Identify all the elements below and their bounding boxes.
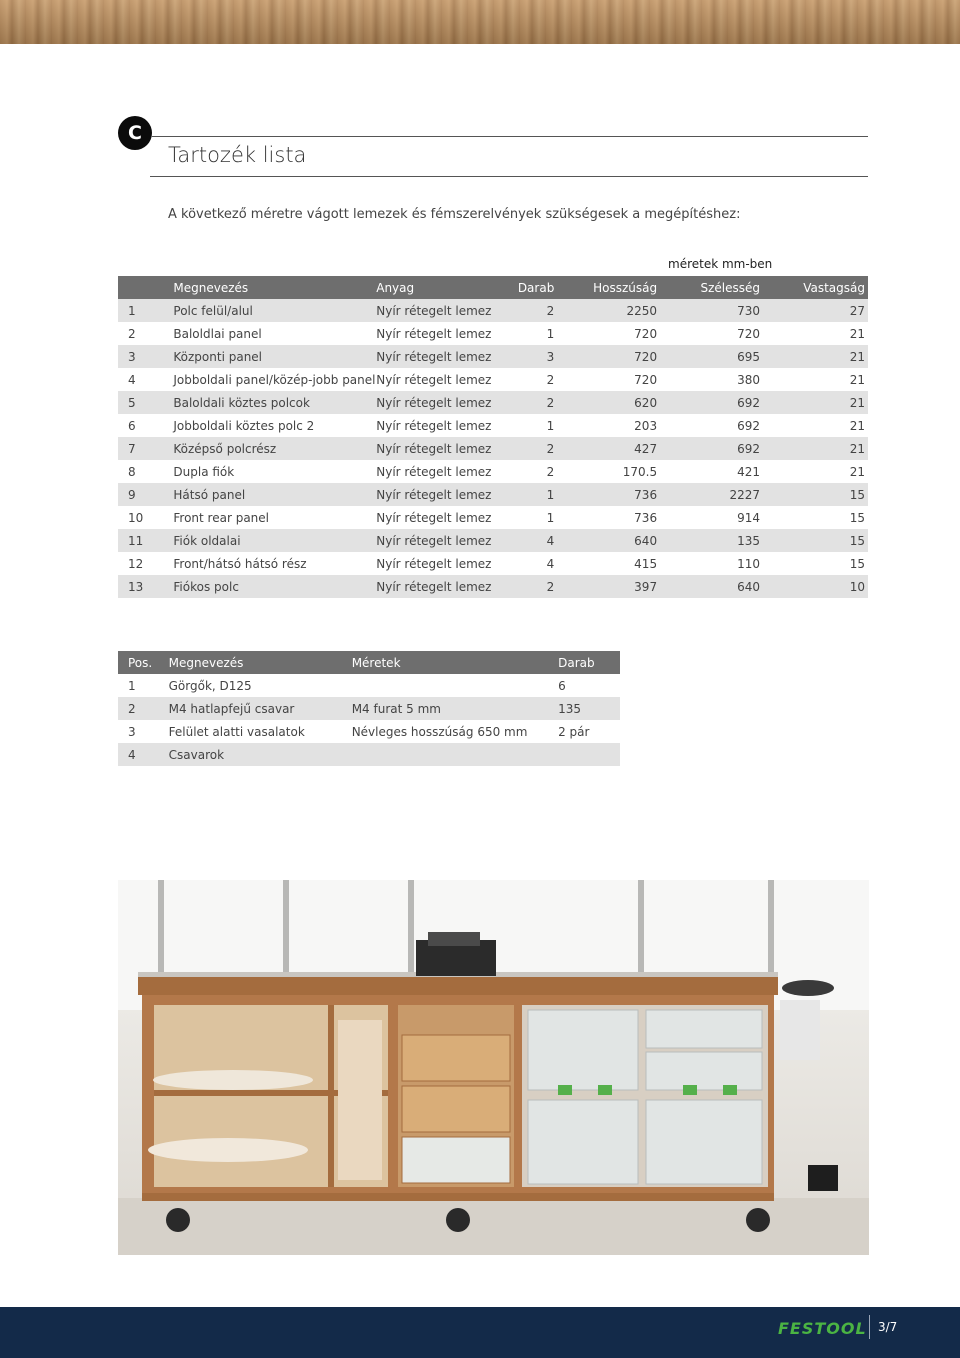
cell-material: Nyír rétegelt lemez	[376, 552, 512, 575]
cell-name: Jobboldali panel/közép-jobb panel	[173, 368, 376, 391]
festool-logo: FESTOOL	[778, 1319, 867, 1338]
col-header-dimensions: Méretek	[352, 651, 558, 674]
cell-length: 415	[554, 552, 657, 575]
cell-number: 6	[118, 414, 173, 437]
cell-width: 640	[657, 575, 760, 598]
cell-quantity: 3	[512, 345, 554, 368]
cell-width: 135	[657, 529, 760, 552]
cell-thickness: 10	[760, 575, 868, 598]
cell-length: 736	[554, 506, 657, 529]
cell-number: 3	[118, 345, 173, 368]
cell-quantity: 135	[558, 697, 620, 720]
workbench-photo	[118, 880, 869, 1255]
cell-thickness: 21	[760, 391, 868, 414]
page-title: Tartozék lista	[168, 143, 307, 167]
col-header-number	[118, 276, 173, 299]
col-header-width: Szélesség	[657, 276, 760, 299]
panel-cut-list-table	[118, 276, 868, 598]
cell-name: Csavarok	[169, 743, 352, 766]
col-header-material: Anyag	[376, 276, 512, 299]
cell-length: 640	[554, 529, 657, 552]
cell-thickness: 21	[760, 345, 868, 368]
cell-length: 2250	[554, 299, 657, 322]
cell-thickness: 21	[760, 437, 868, 460]
units-note: méretek mm-ben	[668, 257, 773, 271]
cell-name: Görgők, D125	[169, 674, 352, 697]
cell-material: Nyír rétegelt lemez	[376, 322, 512, 345]
wood-texture-banner	[0, 0, 960, 44]
cell-dimensions	[352, 674, 558, 697]
cell-name: Polc felül/alul	[173, 299, 376, 322]
table-row	[118, 529, 868, 552]
cell-dimensions	[352, 743, 558, 766]
cell-name: Jobboldali köztes polc 2	[173, 414, 376, 437]
cell-quantity: 1	[512, 414, 554, 437]
cell-number: 1	[118, 299, 173, 322]
cell-width: 380	[657, 368, 760, 391]
cell-quantity: 4	[512, 529, 554, 552]
cell-material: Nyír rétegelt lemez	[376, 483, 512, 506]
cell-quantity: 2	[512, 575, 554, 598]
cell-width: 914	[657, 506, 760, 529]
cell-width: 110	[657, 552, 760, 575]
cell-length: 720	[554, 322, 657, 345]
cell-number: 2	[118, 322, 173, 345]
cell-number: 12	[118, 552, 173, 575]
cell-quantity: 2 pár	[558, 720, 620, 743]
table-header-row	[118, 276, 868, 299]
cell-pos: 1	[118, 674, 169, 697]
cell-name: Központi panel	[173, 345, 376, 368]
title-rule-top	[152, 136, 868, 137]
cell-width: 692	[657, 391, 760, 414]
cell-dimensions: M4 furat 5 mm	[352, 697, 558, 720]
cell-thickness: 21	[760, 322, 868, 345]
cell-length: 203	[554, 414, 657, 437]
cell-pos: 4	[118, 743, 169, 766]
col-header-quantity: Darab	[512, 276, 554, 299]
cell-name: Baloldlai panel	[173, 322, 376, 345]
table-row	[118, 483, 868, 506]
cell-name: Baloldali köztes polcok	[173, 391, 376, 414]
hardware-table	[118, 651, 620, 766]
cell-material: Nyír rétegelt lemez	[376, 529, 512, 552]
cell-length: 170.5	[554, 460, 657, 483]
table-row	[118, 552, 868, 575]
cell-pos: 2	[118, 697, 169, 720]
table-row	[118, 720, 620, 743]
cell-material: Nyír rétegelt lemez	[376, 506, 512, 529]
cell-quantity: 4	[512, 552, 554, 575]
cell-material: Nyír rétegelt lemez	[376, 345, 512, 368]
cell-number: 5	[118, 391, 173, 414]
table-row	[118, 437, 868, 460]
cell-number: 11	[118, 529, 173, 552]
col-header-name: Megnevezés	[173, 276, 376, 299]
cell-width: 2227	[657, 483, 760, 506]
col-header-quantity: Darab	[558, 651, 620, 674]
cell-number: 4	[118, 368, 173, 391]
cell-name: Front/hátsó hátsó rész	[173, 552, 376, 575]
title-rule-bottom	[150, 176, 868, 177]
cell-number: 13	[118, 575, 173, 598]
table-row	[118, 697, 620, 720]
table-row	[118, 575, 868, 598]
cell-quantity: 2	[512, 391, 554, 414]
table-row	[118, 299, 868, 322]
cell-length: 427	[554, 437, 657, 460]
cell-quantity: 2	[512, 299, 554, 322]
cell-material: Nyír rétegelt lemez	[376, 460, 512, 483]
cell-number: 10	[118, 506, 173, 529]
table-row	[118, 674, 620, 697]
cell-material: Nyír rétegelt lemez	[376, 368, 512, 391]
cell-thickness: 27	[760, 299, 868, 322]
cell-name: M4 hatlapfejű csavar	[169, 697, 352, 720]
cell-number: 8	[118, 460, 173, 483]
cell-length: 720	[554, 368, 657, 391]
table-row	[118, 391, 868, 414]
cell-material: Nyír rétegelt lemez	[376, 437, 512, 460]
cell-number: 7	[118, 437, 173, 460]
cell-quantity: 1	[512, 483, 554, 506]
table-row	[118, 743, 620, 766]
cell-name: Fiókos polc	[173, 575, 376, 598]
cell-width: 730	[657, 299, 760, 322]
col-header-name: Megnevezés	[169, 651, 352, 674]
cell-width: 695	[657, 345, 760, 368]
cell-dimensions: Névleges hosszúság 650 mm	[352, 720, 558, 743]
cell-quantity: 2	[512, 437, 554, 460]
cell-material: Nyír rétegelt lemez	[376, 391, 512, 414]
table-row	[118, 345, 868, 368]
table-header-row	[118, 651, 620, 674]
intro-text: A következő méretre vágott lemezek és fémszerelvények szükségesek a megépítéshez:	[168, 207, 741, 222]
cell-pos: 3	[118, 720, 169, 743]
cell-material: Nyír rétegelt lemez	[376, 575, 512, 598]
cell-quantity	[558, 743, 620, 766]
cell-number: 9	[118, 483, 173, 506]
cell-thickness: 21	[760, 460, 868, 483]
cell-name: Dupla fiók	[173, 460, 376, 483]
cell-material: Nyír rétegelt lemez	[376, 299, 512, 322]
table-row	[118, 506, 868, 529]
table-row	[118, 322, 868, 345]
cell-name: Front rear panel	[173, 506, 376, 529]
cell-thickness: 15	[760, 552, 868, 575]
table-row	[118, 368, 868, 391]
cell-quantity: 1	[512, 322, 554, 345]
cell-name: Fiók oldalai	[173, 529, 376, 552]
cell-thickness: 21	[760, 414, 868, 437]
col-header-pos: Pos.	[118, 651, 169, 674]
cell-quantity: 2	[512, 460, 554, 483]
cell-thickness: 15	[760, 483, 868, 506]
cell-quantity: 1	[512, 506, 554, 529]
cell-thickness: 15	[760, 529, 868, 552]
cell-name: Felület alatti vasalatok	[169, 720, 352, 743]
col-header-length: Hosszúság	[554, 276, 657, 299]
cell-length: 620	[554, 391, 657, 414]
cell-thickness: 15	[760, 506, 868, 529]
cell-width: 692	[657, 414, 760, 437]
cell-name: Középső polcrész	[173, 437, 376, 460]
cell-width: 421	[657, 460, 760, 483]
cell-quantity: 2	[512, 368, 554, 391]
cell-length: 720	[554, 345, 657, 368]
cell-length: 736	[554, 483, 657, 506]
section-letter-badge: C	[118, 116, 152, 150]
footer-separator	[869, 1315, 870, 1339]
table-row	[118, 414, 868, 437]
cell-name: Hátsó panel	[173, 483, 376, 506]
page-number: 3/7	[878, 1320, 898, 1334]
cell-thickness: 21	[760, 368, 868, 391]
cell-width: 692	[657, 437, 760, 460]
cell-width: 720	[657, 322, 760, 345]
table-row	[118, 460, 868, 483]
cell-length: 397	[554, 575, 657, 598]
cell-material: Nyír rétegelt lemez	[376, 414, 512, 437]
col-header-thickness: Vastagság	[760, 276, 868, 299]
cell-quantity: 6	[558, 674, 620, 697]
